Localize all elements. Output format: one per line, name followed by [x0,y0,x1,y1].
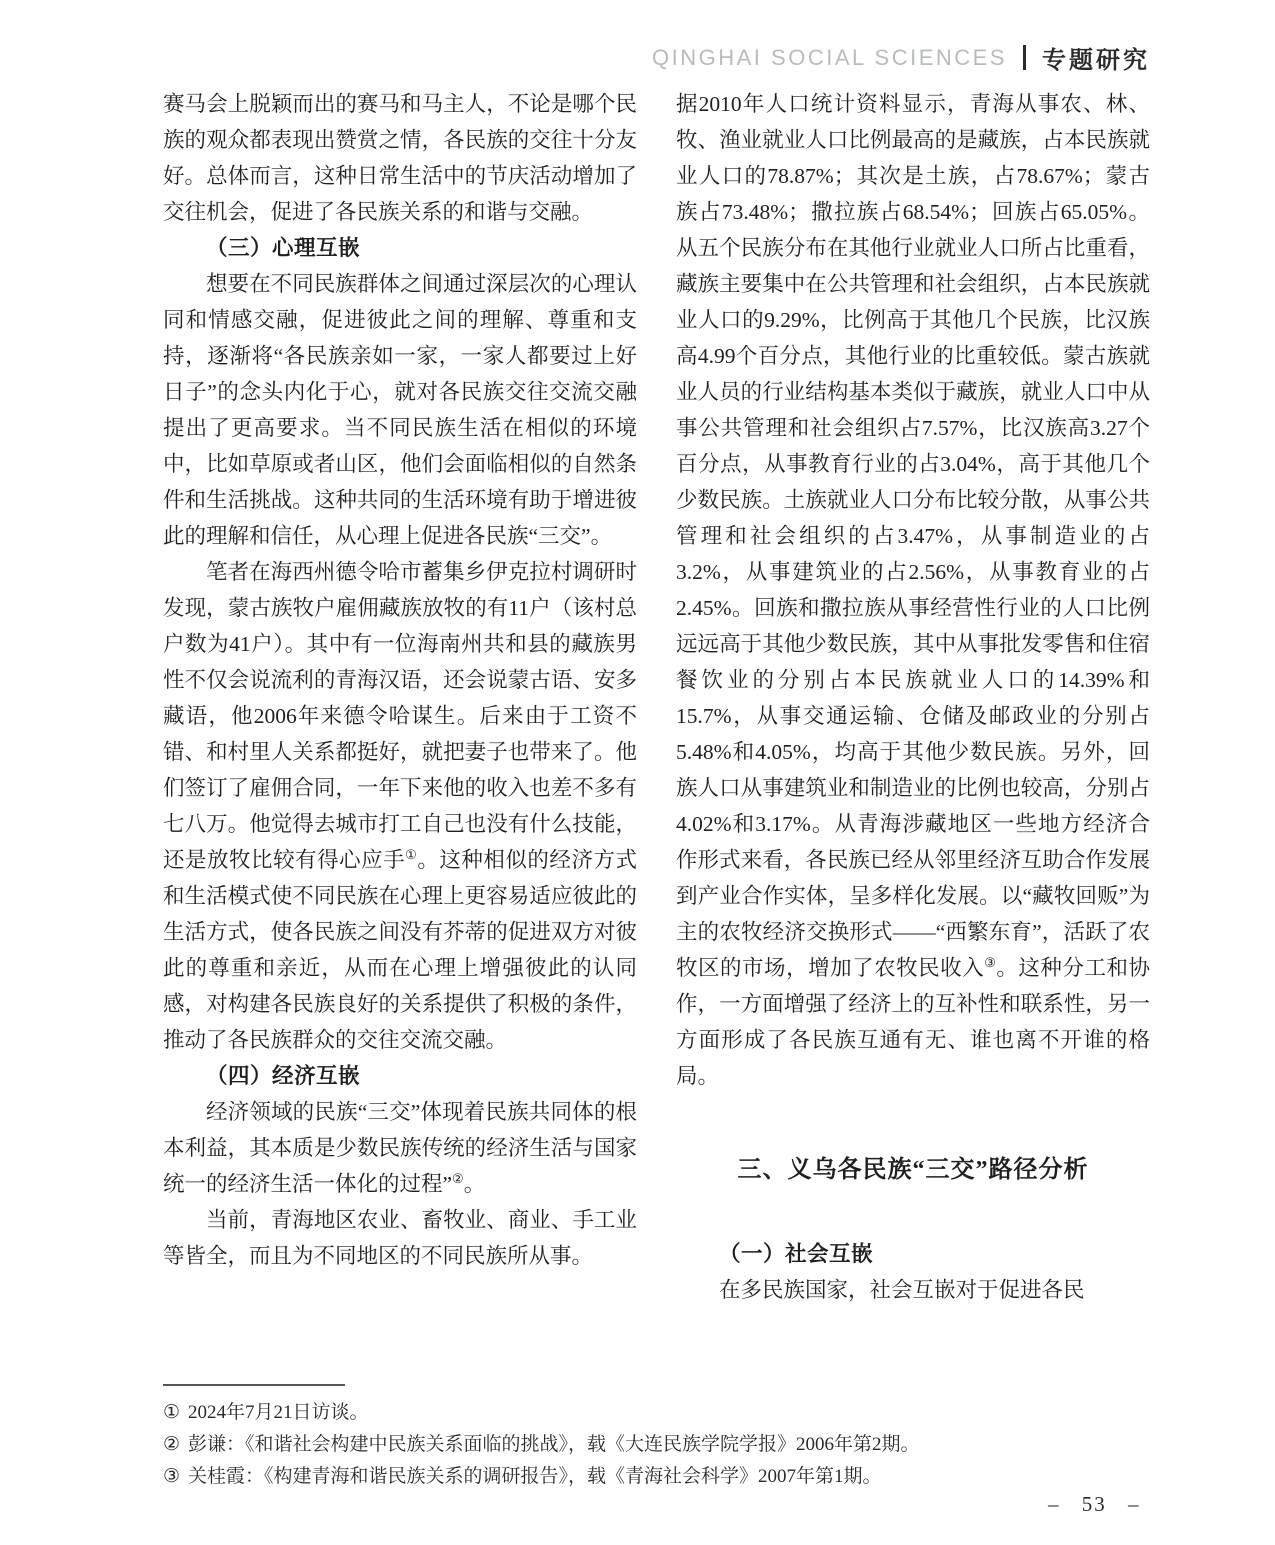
paragraph-qinghai-industries: 当前，青海地区农业、畜牧业、商业、手工业等皆全，而且为不同地区的不同民族所从事。 [163,1208,637,1268]
footnote-reference-1: ① [405,846,418,862]
footnote-reference-3: ③ [984,954,997,970]
paragraph-segment: 。 [463,1172,486,1196]
footnote-reference-2: ② [452,1170,464,1186]
paragraph-census-statistics [676,86,1150,1094]
right-column [676,86,1150,1308]
footnote-text: 关桂霞：《构建青海和谐民族关系的调研报告》，载《青海社会科学》2007年第1期。 [188,1466,882,1487]
paragraph-segment: 。这种相似的经济方式和生活模式使不同民族在心理上更容易适应彼此的生活方式，使各民族之间没有芥蒂的促进双方对彼此的尊重和亲近，从而在心理上增强彼此的认同感，对构建各民族良好的关系提供了积极的条件，推动了各民族群众的交往交流交融。 [163,848,637,1052]
footnote-text: 2024年7月21日访谈。 [188,1402,369,1423]
footnotes-block [163,1384,1163,1493]
section-heading-path-analysis: 三、义乌各民族“三交”路径分析 [737,1157,1089,1183]
paragraph-festival-continuation: 赛马会上脱颖而出的赛马和马主人，不论是哪个民族的观众都表现出赞赏之情，各民族的交往十分友好。总体而言，这种日常生活中的节庆活动增加了交往机会，促进了各民族关系的和谐与交融。 [163,92,637,224]
footnote-item [163,1429,1163,1461]
footnote-item [163,1461,1163,1493]
left-column [163,86,637,1274]
paragraph-fieldwork-delingha [163,554,637,1058]
journal-name-english: QINGHAI SOCIAL SCIENCES [652,44,1007,70]
footnote-text: 彭谦：《和谐社会构建中民族关系面临的挑战》，载《大连民族学院学报》2006年第2期。 [188,1434,920,1455]
paragraph-psychological-identity: 想要在不同民族群体之间通过深层次的心理认同和情感交融，促进彼此之间的理解、尊重和支持，逐渐将“各民族亲如一家，一家人都要过上好日子”的念头内化于心，就对各民族交往交流交融提出了更高要求。当不同民族生活在相似的环境中，比如草原或者山区，他们会面临相似的自然条件和生活挑战。这种共同的生活环境有助于增进彼此的理解和信任，从心理上促进各民族“三交”。 [163,272,637,548]
running-head [652,40,1150,75]
paragraph-segment: 据2010年人口统计资料显示，青海从事农、林、牧、渔业就业人口比例最高的是藏族，占本民族就业人口的78.87%；其次是土族，占78.67%；蒙古族占73.48%；撒拉族占68.54%；回族占65.05%。从五个民族分布在其他行业就业人口所占比重看，藏族主要集中在公共管理和社会组织，占本民族就业人口的9.29%，比例高于其他几个民族，比汉族高4.99个百分点，其他行业的比重较低。蒙古族就业人员的行业结构基本类似于藏族，就业人口中从事公共管理和社会组织占7.57%，比汉族高3.27个百分点，从事教育行业的占3.04%，高于其他几个少数民族。土族就业人口分布比较分散，从事公共管理和社会组织的占3.47%，从事制造业的占3.2%，从事建筑业的占2.56%，从事教育业的占2.45%。回族和撒拉族从事经营性行业的人口比例远远高于其他少数民族，其中从事批发零售和住宿餐饮业的分别占本民族就业人口的14.39%和15.7%，从事交通运输、仓储及邮政业的分别占5.48%和4.05%，均高于其他少数民族。另外，回族人口从事建筑业和制造业的比例也较高，分别占4.02%和3.17%。从青海涉藏地区一些地方经济合作形式来看，各民族已经从邻里经济互助合作发展到产业合作实体，呈多样化发展。以“藏牧回贩”为主的农牧经济交换形式——“西繁东育”，活跃了农牧区的市场，增加了农牧民收入 [676,92,1150,980]
paragraph-segment: 。这种分工和协作，一方面增强了经济上的互补性和联系性，另一方面形成了各民族互通有无、谁也离不开谁的格局。 [676,956,1150,1088]
header-divider-bar [1023,45,1026,70]
paragraph-multiethnic-state: 在多民族国家，社会互嵌对于促进各民 [719,1278,1085,1302]
journal-column-title: 专题研究 [1042,47,1150,74]
footnote-marker: ① [163,1402,181,1423]
subsection-heading-economic-embedding: （四）经济互嵌 [206,1064,361,1088]
paragraph-economic-sanjiao [163,1094,637,1202]
paragraph-segment: 经济领域的民族“三交”体现着民族共同体的根本利益，其本质是少数民族传统的经济生活与国家统一的经济生活一体化的过程” [163,1100,637,1196]
footnote-marker: ③ [163,1466,181,1487]
page-number: – 53 – [1048,1492,1141,1516]
paragraph-segment: 笔者在海西州德令哈市蓄集乡伊克拉村调研时发现，蒙古族牧户雇佣藏族放牧的有11户（该村总户数为41户）。其中有一位海南州共和县的藏族男性不仅会说流利的青海汉语，还会说蒙古语、安多藏语，他2006年来德令哈谋生。后来由于工资不错、和村里人关系都挺好，就把妻子也带来了。他们签订了雇佣合同，一年下来他的收入也差不多有七八万。他觉得去城市打工自己也没有什么技能，还是放牧比较有得心应手 [163,560,637,872]
footnote-item [163,1397,1163,1429]
footnote-divider-rule [163,1384,345,1386]
subsection-heading-social-embedding: （一）社会互嵌 [719,1242,874,1266]
subsection-heading-psychological-embedding: （三）心理互嵌 [206,236,361,260]
footnote-marker: ② [163,1434,181,1455]
